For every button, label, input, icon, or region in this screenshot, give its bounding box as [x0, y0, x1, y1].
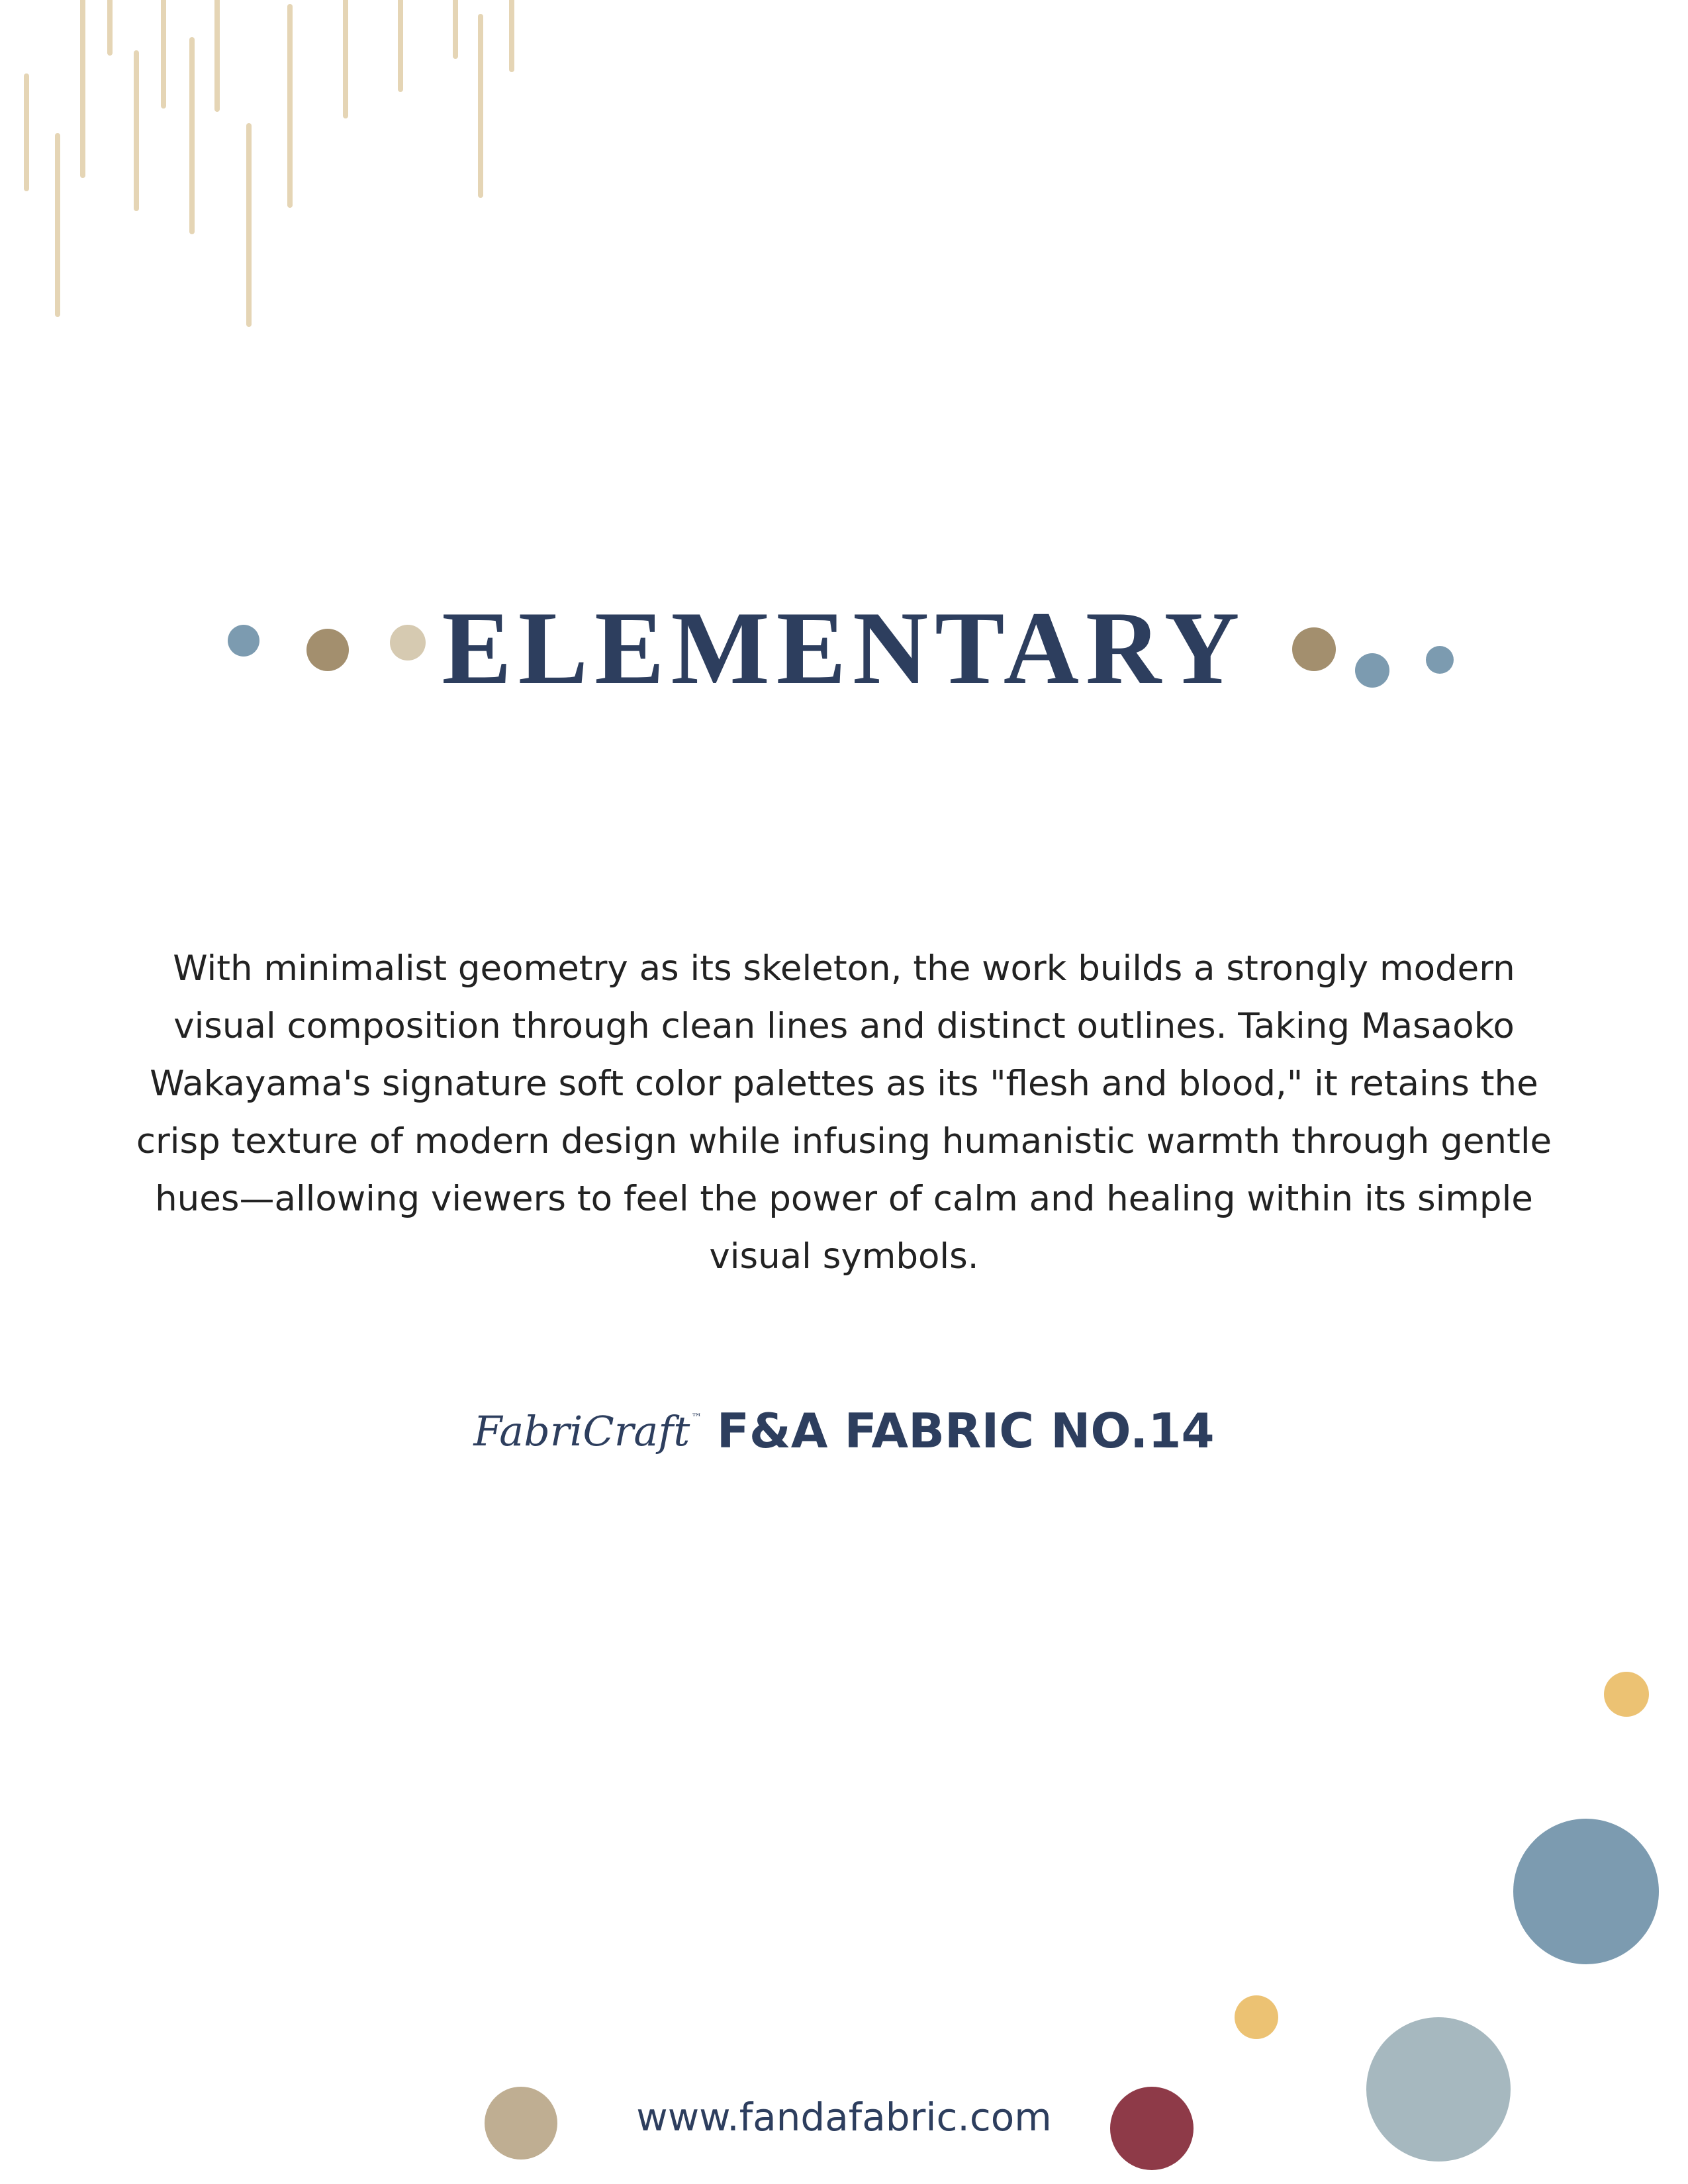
circle-mustard-small-bottom	[1235, 1995, 1278, 2039]
circle-steel-blue-large	[1513, 1819, 1659, 1964]
dot-right-3	[1426, 646, 1454, 674]
description-paragraph: With minimalist geometry as its skeleton, the work builds a strongly modern visual composition through clean lines and distinct outlines. Taking Masaoko Wakayama's signature soft color palettes as its "flesh and blood," it retains the crisp texture of modern design while infusing humanistic warmth through gentle hues—allowing viewers to feel the power of calm and healing within its simple visual symbols.	[136, 948, 1552, 1277]
circle-pale-blue-large	[1366, 2017, 1511, 2161]
brand-logo	[473, 1406, 702, 1455]
website-link[interactable]: www.fandafabric.com	[636, 2095, 1052, 2140]
decorative-lines	[0, 0, 530, 344]
brand-row	[0, 1403, 1688, 1459]
trademark-mark: ™	[691, 1410, 702, 1424]
product-name: F&A FABRIC NO.14	[716, 1403, 1215, 1459]
dot-right-2	[1355, 653, 1389, 688]
page-title: ELEMENTARY	[442, 590, 1246, 706]
brand-logo-text: FabriCraft	[473, 1406, 690, 1455]
circle-mustard-small-top	[1604, 1672, 1649, 1717]
title-row	[0, 582, 1688, 715]
dot-right-1	[1292, 627, 1336, 671]
